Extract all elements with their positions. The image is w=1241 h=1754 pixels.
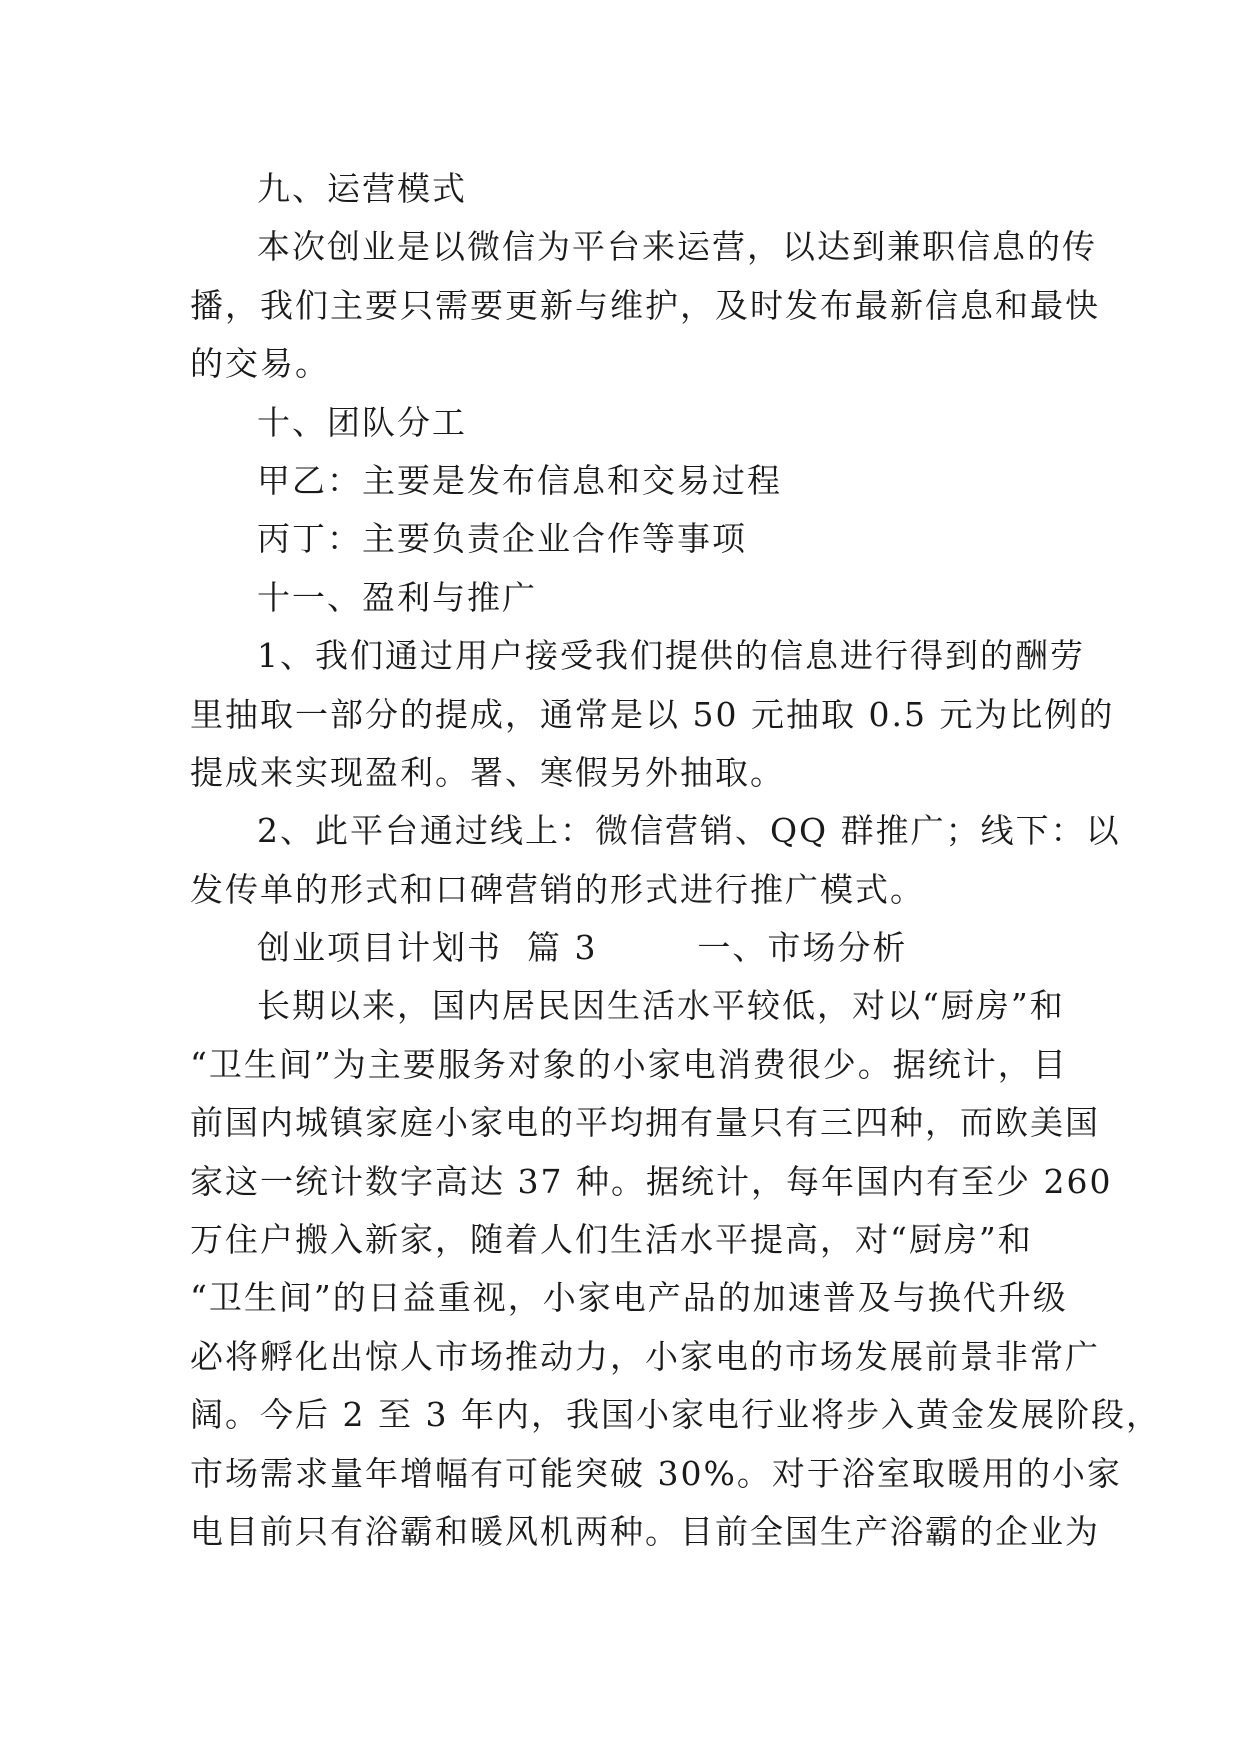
section-heading-operation-model: 九、运营模式 — [257, 169, 467, 208]
paragraph-line: 前国内城镇家庭小家电的平均拥有量只有三四种，而欧美国 — [190, 1103, 1100, 1143]
paragraph-line: 必将孵化出惊人市场推动力，小家电的市场发展前景非常广 — [190, 1336, 1100, 1376]
paragraph-line: 家这一统计数字高达 37 种。据统计，每年国内有至少 260 — [190, 1161, 1113, 1201]
paragraph-line: “卫生间”为主要服务对象的小家电消费很少。据统计，目 — [190, 1044, 1068, 1084]
paragraph-line: 提成来实现盈利。署、寒假另外抽取。 — [190, 752, 785, 792]
section-heading-profit-promotion: 十一、盈利与推广 — [257, 577, 537, 617]
paragraph-line: 阔。今后 2 至 3 年内，我国小家电行业将步入黄金发展阶段， — [190, 1395, 1161, 1435]
paragraph-line: 的交易。 — [190, 344, 330, 384]
paragraph-line: 里抽取一部分的提成，通常是以 50 元抽取 0.5 元为比例的 — [190, 694, 1115, 734]
paragraph-line: 1、我们通过用户接受我们提供的信息进行得到的酬劳 — [257, 636, 1085, 676]
paragraph-line: 电目前只有浴霸和暖风机两种。目前全国生产浴霸的企业为 — [190, 1511, 1100, 1551]
paragraph-line: 甲乙：主要是发布信息和交易过程 — [257, 460, 782, 500]
paragraph-line: 丙丁：主要负责企业合作等事项 — [257, 519, 747, 559]
paragraph-line: 长期以来，国内居民因生活水平较低，对以“厨房”和 — [257, 986, 1065, 1026]
paragraph-line: 发传单的形式和口碑营销的形式进行推广模式。 — [190, 869, 925, 909]
paragraph-line: “卫生间”的日益重视，小家电产品的加速普及与换代升级 — [190, 1278, 1068, 1318]
paragraph-line: 本次创业是以微信为平台来运营，以达到兼职信息的传 — [257, 227, 1097, 267]
paragraph-line: 播，我们主要只需要更新与维护，及时发布最新信息和最快 — [190, 285, 1100, 325]
paragraph-line: 市场需求量年增幅有可能突破 30%。对于浴室取暖用的小家 — [190, 1453, 1122, 1493]
section-heading-plan-part-3: 创业项目计划书 篇 3 一、市场分析 — [257, 928, 908, 968]
paragraph-line: 万住户搬入新家，随着人们生活水平提高，对“厨房”和 — [190, 1220, 1033, 1260]
paragraph-line: 2、此平台通过线上：微信营销、QQ 群推广；线下：以 — [257, 811, 1121, 851]
document-body — [190, 160, 1161, 1561]
section-heading-team-division: 十、团队分工 — [257, 402, 467, 442]
